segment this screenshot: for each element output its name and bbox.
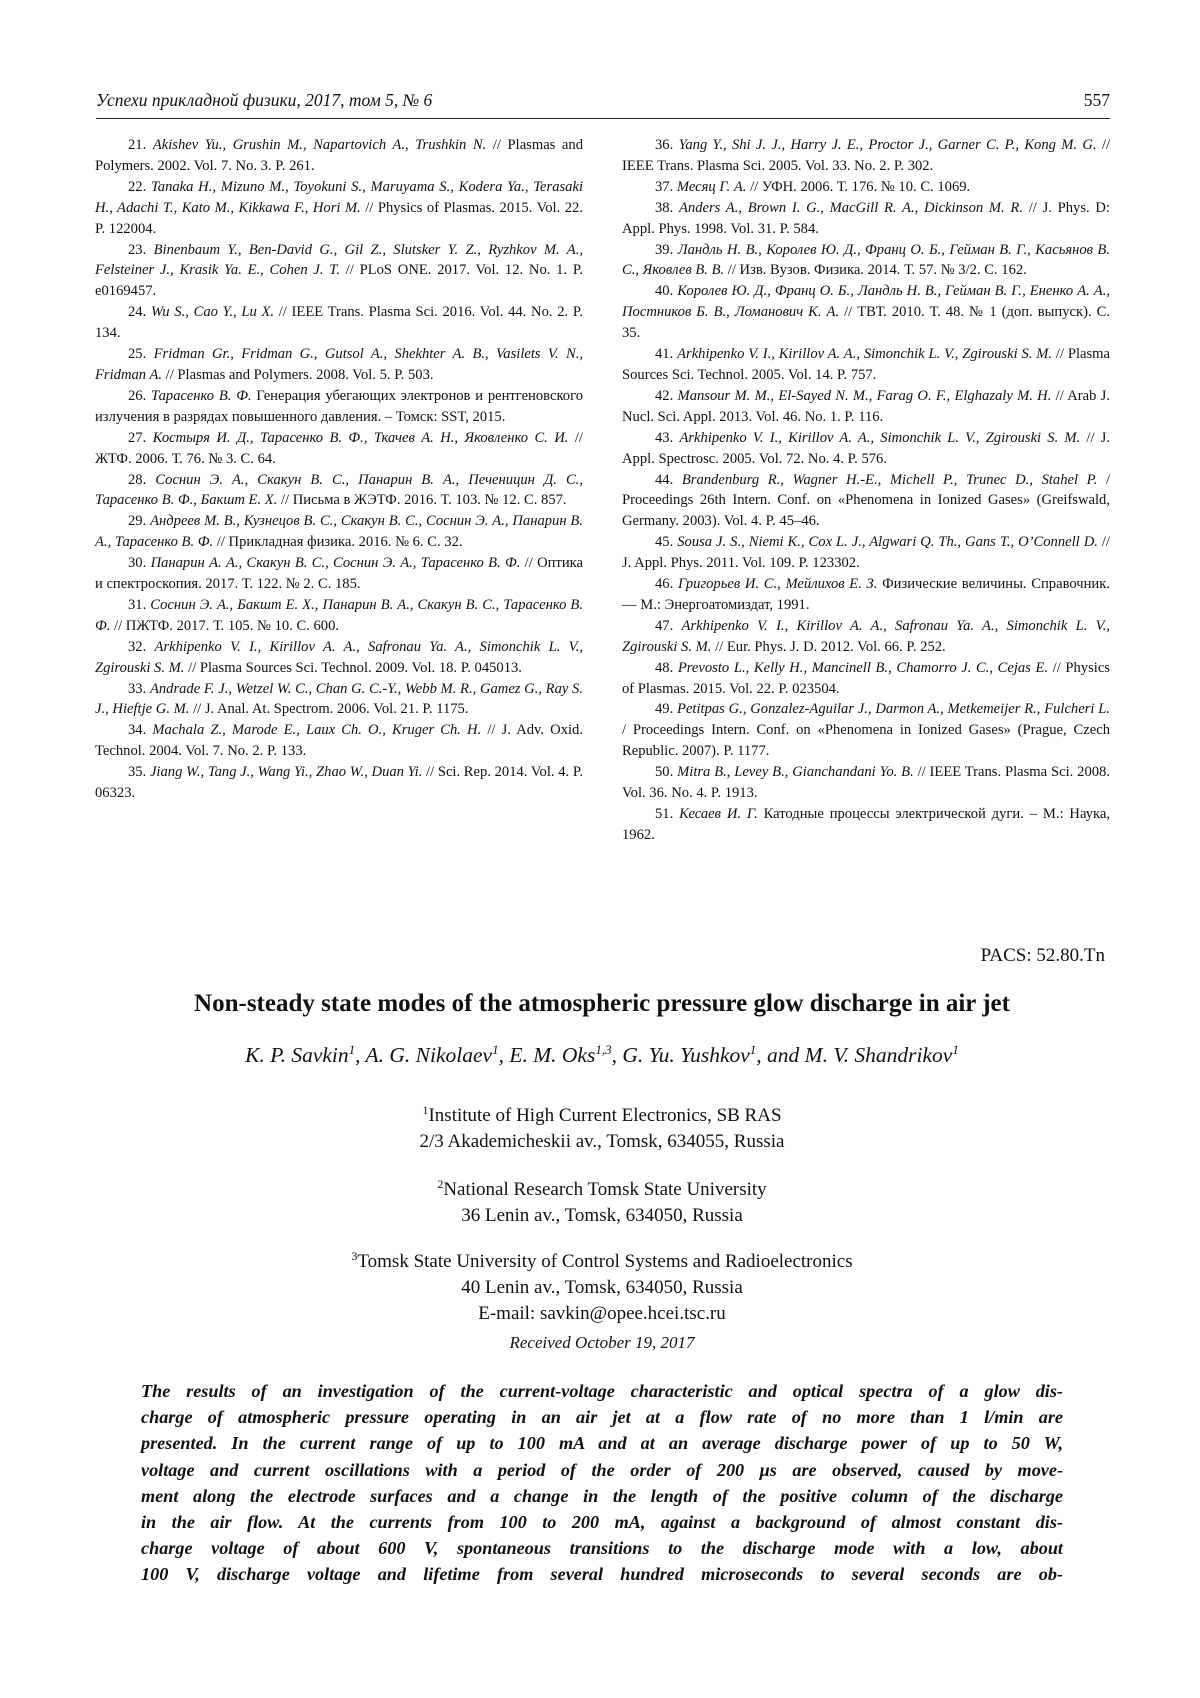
reference-item	[95, 762, 583, 804]
reference-number: 34.	[128, 722, 147, 739]
reference-authors: Akishev Yu., Grushin M., Napartovich A., Trushkin N.	[152, 137, 487, 153]
reference-number: 29.	[128, 513, 147, 530]
abstract-line: voltage and current oscillations with a period of the order of 200 μs are observed, caused by move-	[141, 1459, 1063, 1480]
reference-number: 30.	[128, 555, 147, 572]
reference-number: 31.	[128, 596, 147, 613]
reference-authors: Anders A., Brown I. G., MacGill R. A., Dickinson M. R.	[678, 199, 1023, 216]
reference-authors: Mansour M. M., El-Sayed N. M., Farag O. F., Elghazaly M. H.	[677, 387, 1052, 404]
reference-authors: Костыря И. Д., Тарасенко В. Ф., Ткачев А. Н., Яковленко С. И.	[152, 429, 569, 446]
reference-number: 28.	[128, 471, 147, 488]
reference-number: 22.	[128, 178, 147, 195]
reference-authors: Tanaka H., Mizuno M., Toyokuni S., Maruyama S., Kodera Ya., Terasaki H., Adachi T., Kato M., Kikkawa F., Hori M.	[95, 178, 583, 216]
reference-authors: Prevosto L., Kelly H., Mancinell B., Chamorro J. C., Cejas E.	[677, 659, 1049, 676]
reference-source: // J. Adv. Oxid. Technol. 2004. Vol. 7. No. 2. P. 133.	[95, 722, 583, 760]
reference-item	[95, 637, 583, 679]
reference-source: // Прикладная физика. 2016. № 6. С. 32.	[213, 534, 463, 551]
reference-authors: Jiang W., Tang J., Wang Yi., Zhao W., Duan Yi.	[149, 764, 423, 781]
author-list	[95, 1042, 1109, 1068]
reference-source: // PLoS ONE. 2017. Vol. 12. No. 1. P. e0169457.	[95, 262, 584, 300]
reference-source: // J. Appl. Spectrosc. 2005. Vol. 72. No. 4. P. 576.	[622, 429, 1111, 467]
received-date: Received October 19, 2017	[509, 1333, 695, 1352]
reference-authors: Arkhipenko V. I., Kirillov A. A., Simonchik L. V., Zgirouski S. M.	[677, 346, 1053, 363]
reference-source: // Plasmas and Polymers. 2002. Vol. 7. No. 3. P. 261.	[95, 137, 583, 174]
reference-authors: Andrade F. J., Wetzel W. C., Chan G. C.-Y., Webb M. R., Gamez G., Ray S. J., Hieftje G. M.	[95, 680, 583, 718]
reference-item	[95, 470, 583, 512]
affiliation-address: 36 Lenin av., Tomsk, 634050, Russia	[461, 1205, 743, 1226]
reference-authors: Arkhipenko V. I., Kirillov A. A., Safronau Ya. A., Simonchik L. V., Zgirouski S. M.	[622, 617, 1110, 655]
reference-item	[622, 470, 1110, 533]
reference-authors: Месяц Г. А.	[676, 178, 747, 195]
reference-source: Катодные процессы электрической дуги. – М.: Наука, 1962.	[622, 806, 1110, 843]
reference-source: // Plasmas and Polymers. 2008. Vol. 5. P. 503.	[162, 366, 434, 383]
reference-number: 36.	[655, 137, 674, 153]
reference-source: Физические величины. Справочник. — М.: Энергоатомиздат, 1991.	[622, 576, 1110, 613]
author-affiliation-marker: 1	[749, 1042, 757, 1057]
reference-item	[622, 386, 1110, 428]
reference-number: 46.	[655, 576, 674, 593]
reference-number: 50.	[655, 764, 674, 781]
author-name: M. V. Shandrikov	[804, 1043, 953, 1068]
reference-item	[622, 240, 1110, 282]
reference-authors: Petitpas G., Gonzalez-Aguilar J., Darmon A., Metkemeijer R., Fulcheri L.	[677, 701, 1110, 718]
reference-number: 26.	[128, 387, 147, 404]
reference-source: // ТВТ. 2010. Т. 48. № 1 (доп. выпуск). С. 35.	[622, 304, 1110, 342]
reference-item	[622, 177, 1110, 198]
reference-source: Генерация убегающих электронов и рентгеновского излучения в разрядах повышенного давления. – Томск: SST, 2015.	[95, 387, 584, 425]
reference-source: // Plasma Sources Sci. Technol. 2005. Vol. 14. P. 757.	[622, 346, 1110, 383]
pacs-code: PACS: 52.80.Tn	[980, 945, 1105, 966]
references-right-column	[622, 135, 1110, 846]
reference-number: 51.	[655, 806, 674, 822]
reference-item	[622, 616, 1110, 658]
reference-authors: Королев Ю. Д., Франц О. Б., Ландль Н. В., Гейман В. Г., Ененко А. А., Постников Б. В., Ломанович К. А.	[622, 283, 1110, 321]
author-name: A. G. Nikolaev	[365, 1043, 493, 1068]
reference-authors: Arkhipenko V. I., Kirillov A. A., Safronau Ya. A., Simonchik L. V., Zgirouski S. M.	[95, 638, 583, 676]
contact-email: E-mail: savkin@opee.hcei.tsc.ru	[478, 1303, 726, 1324]
reference-source: // J. Phys. D: Appl. Phys. 1998. Vol. 31. P. 584.	[622, 199, 1110, 237]
abstract	[141, 1378, 1063, 1588]
reference-source: // Оптика и спектроскопия. 2017. Т. 122. № 2. С. 185.	[95, 555, 583, 593]
author-affiliation-marker: 1	[492, 1042, 499, 1057]
author-separator: ,	[355, 1043, 366, 1068]
author-separator: ,	[498, 1043, 510, 1068]
reference-authors: Fridman Gr., Fridman G., Gutsol A., Shekhter A. B., Vasilets V. N., Fridman A.	[95, 346, 583, 383]
reference-number: 49.	[655, 701, 674, 718]
reference-item	[95, 177, 583, 240]
abstract-line: charge voltage of about 600 V, spontaneous transitions to the discharge mode with a low, about	[141, 1538, 1063, 1559]
reference-number: 27.	[128, 429, 147, 446]
reference-number: 39.	[655, 241, 674, 258]
reference-source: // Arab J. Nucl. Sci. Appl. 2013. Vol. 46. No. 1. P. 116.	[622, 387, 1110, 425]
reference-authors: Ландль Н. В., Королев Ю. Д., Франц О. Б., Гейман В. Г., Касьянов В. С., Яковлев В. В.	[622, 241, 1110, 279]
author-affiliation-marker: 1	[348, 1042, 356, 1057]
reference-number: 47.	[655, 617, 674, 634]
journal-title: Успехи прикладной физики, 2017, том 5, № 6	[96, 90, 433, 110]
reference-source: // ПЖТФ. 2017. Т. 105. № 10. С. 600.	[110, 617, 340, 634]
reference-authors: Кесаев И. Г.	[679, 806, 758, 822]
reference-source: // УФН. 2006. Т. 176. № 10. С. 1069.	[746, 178, 971, 195]
reference-item	[95, 553, 583, 595]
abstract-line: ment along the electrode surfaces and a change in the length of the positive column of the discharge	[141, 1485, 1063, 1506]
affiliation-marker: 2	[437, 1177, 444, 1191]
reference-source: // IEEE Trans. Plasma Sci. 2005. Vol. 33. No. 2. P. 302.	[622, 137, 1111, 174]
author-affiliation-marker: 1,3	[595, 1042, 612, 1057]
running-header	[96, 90, 1110, 119]
reference-item	[95, 344, 583, 386]
reference-number: 21.	[128, 137, 147, 153]
reference-item	[622, 699, 1110, 762]
author-separator: ,	[611, 1043, 623, 1068]
reference-item	[622, 574, 1110, 616]
reference-authors: Sousa J. S., Niemi K., Cox L. J., Algwari Q. Th., Gans T., O’Connell D.	[677, 534, 1098, 551]
reference-source: // Plasma Sources Sci. Technol. 2009. Vol. 18. P. 045013.	[184, 659, 522, 676]
reference-item	[622, 198, 1110, 240]
reference-item	[95, 240, 583, 303]
reference-source: // Physics of Plasmas. 2015. Vol. 22. P. 023504.	[622, 659, 1110, 697]
abstract-line: 100 V, discharge voltage and lifetime from several hundred microseconds to several seconds are ob-	[141, 1564, 1063, 1585]
reference-source: // J. Appl. Phys. 2011. Vol. 109. P. 123302.	[622, 534, 1110, 572]
reference-item	[95, 720, 583, 762]
reference-item	[95, 386, 583, 428]
reference-item	[622, 532, 1110, 574]
reference-source: / Proceedings Intern. Conf. on «Phenomena in Ionized Gases» (Prague, Czech Republic. 2007). P. 1177.	[622, 722, 1110, 760]
abstract-line: presented. In the current range of up to 100 mA and at an average discharge power of up to 50 W,	[141, 1433, 1063, 1454]
author-affiliation-marker: 1	[952, 1042, 959, 1057]
reference-authors: Brandenburg R., Wagner H.-E., Michell P., Trunec D., Stahel P.	[681, 471, 1098, 488]
reference-item	[622, 428, 1110, 470]
page-number: 557	[1083, 90, 1110, 110]
reference-number: 41.	[655, 346, 674, 363]
reference-authors: Соснин Э. А., Скакун В. С., Панарин В. А., Печеницин Д. С., Тарасенко В. Ф., Бакшт Е. Х.	[95, 471, 583, 509]
reference-authors: Wu S., Cao Y., Lu X.	[150, 304, 275, 321]
reference-source: // IEEE Trans. Plasma Sci. 2008. Vol. 36. No. 4. P. 1913.	[622, 764, 1110, 802]
reference-number: 37.	[655, 178, 674, 195]
affiliation-marker: 1	[422, 1103, 429, 1117]
reference-number: 48.	[655, 659, 674, 676]
affiliation-name: National Research Tomsk State University	[443, 1179, 767, 1200]
reference-number: 33.	[128, 680, 147, 697]
reference-number: 38.	[655, 199, 674, 216]
reference-number: 23.	[128, 241, 147, 258]
reference-item	[95, 679, 583, 721]
reference-authors: Соснин Э. А., Бакшт Е. Х., Панарин В. А., Скакун В. С., Тарасенко В. Ф.	[95, 596, 583, 634]
reference-number: 32.	[128, 638, 147, 655]
reference-number: 35.	[128, 764, 147, 781]
affiliation-address: 40 Lenin av., Tomsk, 634050, Russia	[461, 1277, 743, 1298]
reference-authors: Mitra B., Levey B., Gianchandani Yo. B.	[677, 764, 914, 781]
reference-authors: Панарин А. А., Скакун В. С., Соснин Э. А., Тарасенко В. Ф.	[150, 555, 521, 572]
reference-source: // Sci. Rep. 2014. Vol. 4. P. 06323.	[95, 764, 583, 802]
reference-authors: Binenbaum Y., Ben-David G., Gil Z., Slutsker Y. Z., Ryzhkov M. A., Felsteiner J., Krasik Ya. E., Cohen J. T.	[95, 241, 583, 279]
reference-authors: Yang Y., Shi J. J., Harry J. E., Proctor J., Garner C. P., Kong M. G.	[678, 137, 1097, 153]
reference-authors: Андреев М. В., Кузнецов В. С., Скакун В. С., Соснин Э. А., Панарин В. А., Тарасенко В. Ф.	[95, 513, 583, 551]
author-name: K. P. Savkin	[245, 1043, 349, 1068]
reference-number: 25.	[128, 346, 147, 363]
reference-number: 40.	[655, 283, 674, 300]
author-name: E. M. Oks	[509, 1043, 596, 1068]
abstract-line: charge of atmospheric pressure operating in an air jet at a flow rate of no more than 1 l/min are	[141, 1407, 1063, 1428]
author-separator: , and	[756, 1043, 805, 1068]
reference-item	[622, 281, 1110, 344]
author-name: G. Yu. Yushkov	[622, 1043, 750, 1068]
abstract-line: in the air flow. At the currents from 100 to 200 mA, against a background of almost constant dis-	[141, 1512, 1063, 1533]
affiliation-address: 2/3 Akademicheskii av., Tomsk, 634055, Russia	[419, 1131, 785, 1152]
reference-item	[95, 595, 583, 637]
reference-authors: Григорьев И. С., Мейлихов Е. З.	[677, 576, 878, 593]
reference-item	[622, 658, 1110, 700]
reference-authors: Тарасенко В. Ф.	[151, 387, 252, 404]
reference-item	[95, 511, 583, 553]
reference-item	[622, 804, 1110, 846]
reference-number: 44.	[655, 471, 674, 488]
article-title: Non-steady state modes of the atmospheric pressure glow discharge in air jet	[194, 990, 1010, 1017]
reference-source: // Изв. Вузов. Физика. 2014. Т. 57. № 3/2. С. 162.	[724, 262, 1027, 279]
reference-source: // J. Anal. At. Spectrom. 2006. Vol. 21. P. 1175.	[189, 701, 469, 718]
reference-authors: Arkhipenko V. I., Kirillov A. A., Simonchik L. V., Zgirouski S. M.	[679, 429, 1081, 446]
reference-item	[622, 344, 1110, 386]
affiliation-name: Institute of High Current Electronics, SB RAS	[428, 1105, 782, 1126]
reference-source: // Письма в ЖЭТФ. 2016. Т. 103. № 12. С. 857.	[277, 492, 567, 509]
affiliation-marker: 3	[351, 1249, 358, 1263]
reference-source: / Proceedings 26th Intern. Conf. on «Phenomena in Ionized Gases» (Greifswald, Germany. 2003). Vol. 4. P. 45–46.	[622, 471, 1110, 530]
affiliation-3	[95, 1243, 1109, 1327]
reference-number: 45.	[655, 534, 674, 551]
references-left-column	[95, 135, 583, 804]
abstract-line: The results of an investigation of the current-voltage characteristic and optical spectra of a glow dis-	[141, 1381, 1063, 1401]
reference-item	[622, 762, 1110, 804]
reference-item	[622, 135, 1110, 177]
reference-source: // Physics of Plasmas. 2015. Vol. 22. P. 122004.	[95, 199, 583, 237]
reference-number: 42.	[655, 387, 674, 404]
reference-source: // Eur. Phys. J. D. 2012. Vol. 66. P. 252.	[711, 638, 946, 655]
reference-number: 24.	[128, 304, 147, 321]
reference-item	[95, 428, 583, 470]
reference-source: // ЖТФ. 2006. Т. 76. № 3. С. 64.	[95, 429, 583, 467]
affiliation-name: Tomsk State University of Control Systems and Radioelectronics	[357, 1251, 853, 1272]
reference-item	[95, 302, 583, 344]
reference-source: // IEEE Trans. Plasma Sci. 2016. Vol. 44. No. 2. P. 134.	[95, 304, 583, 342]
affiliation-1	[95, 1097, 1109, 1155]
reference-item	[95, 135, 583, 177]
reference-number: 43.	[655, 429, 674, 446]
reference-authors: Machala Z., Marode E., Laux Ch. O., Kruger Ch. H.	[152, 722, 482, 739]
affiliation-2	[95, 1171, 1109, 1229]
